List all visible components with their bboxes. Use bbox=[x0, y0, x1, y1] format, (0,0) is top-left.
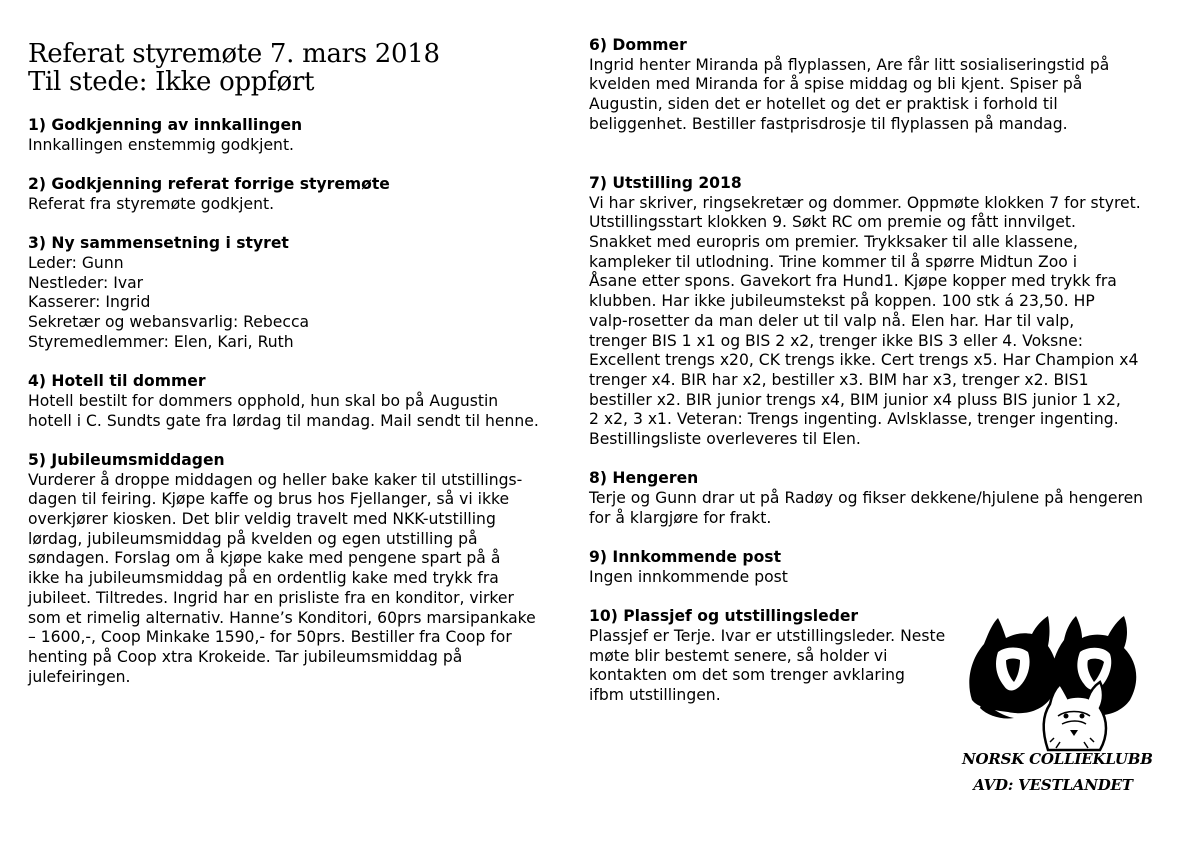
section-text: Plassjef er Terje. Ivar er utstillingsleder. Neste bbox=[589, 627, 946, 646]
section-heading: 9) Innkommende post bbox=[589, 548, 782, 567]
section-text: søndagen. Forslag om å kjøpe kake med pengene spart på å bbox=[28, 549, 501, 568]
club-logo bbox=[962, 612, 1153, 802]
section-text: Snakket med europris om premier. Trykksaker til alle klassene, bbox=[589, 233, 1078, 252]
section-text: klubben. Har ikke jubileumstekst på koppen. 100 stk á 23,50. HP bbox=[589, 292, 1095, 311]
section-text: bestiller x2. BIR junior trengs x4, BIM junior x4 pluss BIS junior 1 x2, bbox=[589, 390, 1121, 409]
left-column bbox=[28, 116, 588, 707]
section-text: kvelden med Miranda for å spise middag og bli kjent. Spiser på bbox=[589, 75, 1083, 94]
section-text: Styremedlemmer: Elen, Kari, Ruth bbox=[28, 332, 294, 351]
document-title bbox=[28, 40, 440, 96]
section-7 bbox=[589, 174, 1191, 450]
title-line-2: Til stede: Ikke oppført bbox=[28, 67, 315, 97]
section-5 bbox=[28, 451, 588, 687]
section-text: ifbm utstillingen. bbox=[589, 686, 721, 705]
section-text: Kasserer: Ingrid bbox=[28, 293, 151, 312]
section-text: møte blir bestemt senere, så holder vi bbox=[589, 646, 888, 665]
section-1 bbox=[28, 116, 588, 155]
section-text: Excellent trengs x20, CK trengs ikke. Cert trengs x5. Har Champion x4 bbox=[589, 351, 1139, 370]
section-text: overkjører kiosken. Det blir veldig travelt med NKK-utstilling bbox=[28, 510, 496, 528]
section-heading: 10) Plassjef og utstillingsleder bbox=[589, 607, 859, 626]
section-text: trenger x4. BIR har x2, bestiller x3. BIM har x3, trenger x2. BIS1 bbox=[589, 370, 1089, 389]
section-text: Vurderer å droppe middagen og heller bake kaker til utstillings- bbox=[28, 470, 523, 489]
section-text: Hotell bestilt for dommers opphold, hun skal bo på Augustin bbox=[28, 391, 499, 410]
section-text: Vi har skriver, ringsekretær og dommer. Oppmøte klokken 7 for styret. bbox=[589, 193, 1141, 212]
collie-dogs-icon bbox=[962, 612, 1144, 752]
section-text: ikke ha jubileumsmiddag på en ordentlig kake med trykk fra bbox=[28, 569, 499, 588]
section-text: Innkallingen enstemmig godkjent. bbox=[28, 135, 295, 154]
section-text: 2 x2, 3 x1. Veteran: Trengs ingenting. Avlsklasse, trenger ingenting. bbox=[589, 410, 1119, 429]
section-text: Utstillingsstart klokken 9. Søkt RC om premie og fått innvilget. bbox=[589, 213, 1076, 232]
section-8 bbox=[589, 469, 1191, 528]
section-text: dagen til feiring. Kjøpe kaffe og brus hos Fjellanger, så vi ikke bbox=[28, 490, 510, 509]
section-text: Referat fra styremøte godkjent. bbox=[28, 194, 275, 213]
title-line-1: Referat styremøte 7. mars 2018 bbox=[28, 39, 440, 69]
section-heading: 8) Hengeren bbox=[589, 469, 699, 488]
section-text: Terje og Gunn drar ut på Radøy og fikser dekkene/hjulene på hengeren bbox=[589, 489, 1144, 508]
section-text: henting på Coop xtra Krokeide. Tar jubileumsmiddag på bbox=[28, 647, 463, 666]
section-text: hotell i C. Sundts gate fra lørdag til mandag. Mail sendt til henne. bbox=[28, 411, 539, 430]
section-heading: 4) Hotell til dommer bbox=[28, 372, 206, 391]
section-text: Sekretær og webansvarlig: Rebecca bbox=[28, 313, 310, 331]
section-heading: 5) Jubileumsmiddagen bbox=[28, 450, 225, 469]
section-text: Ingrid henter Miranda på flyplassen, Are får litt sosialiseringstid på bbox=[589, 55, 1110, 74]
section-text: som et rimelig alternativ. Hanne’s Konditori, 60prs marsipankake bbox=[28, 608, 536, 627]
section-heading: 2) Godkjenning referat forrige styremøte bbox=[28, 175, 390, 194]
section-text: julefeiringen. bbox=[28, 667, 131, 686]
section-text: trenger BIS 1 x1 og BIS 2 x2, trenger ikke BIS 3 eller 4. Voksne: bbox=[589, 331, 1084, 350]
logo-line-1: NORSK COLLIEKLUBB bbox=[962, 750, 1153, 768]
section-heading: 6) Dommer bbox=[589, 36, 687, 54]
section-text: Augustin, siden det er hotellet og det er praktisk i forhold til bbox=[589, 95, 1058, 114]
section-heading: 7) Utstilling 2018 bbox=[589, 173, 742, 192]
section-text: for å klargjøre for frakt. bbox=[589, 508, 772, 527]
section-text: – 1600,-, Coop Minkake 1590,- for 50prs. Bestiller fra Coop for bbox=[28, 628, 512, 647]
section-text: kontakten om det som trenger avklaring bbox=[589, 666, 905, 685]
section-9 bbox=[589, 548, 1191, 587]
logo-line-2: AVD: VESTLANDET bbox=[973, 776, 1133, 794]
left-collie-icon bbox=[969, 616, 1057, 719]
section-heading: 3) Ny sammensetning i styret bbox=[28, 234, 289, 253]
section-text: Bestillingsliste overleveres til Elen. bbox=[589, 430, 861, 449]
section-heading: 1) Godkjenning av innkallingen bbox=[28, 116, 303, 134]
section-text: lørdag, jubileumsmiddag på kvelden og egen utstilling på bbox=[28, 529, 478, 548]
section-6 bbox=[589, 36, 1191, 135]
section-2 bbox=[28, 175, 588, 214]
section-text: Åsane etter spons. Gavekort fra Hund1. Kjøpe kopper med trykk fra bbox=[589, 272, 1117, 291]
section-text: beliggenhet. Bestiller fastprisdrosje til flyplassen på mandag. bbox=[589, 114, 1068, 133]
section-text: Leder: Gunn bbox=[28, 253, 124, 272]
section-text: Nestleder: Ivar bbox=[28, 273, 144, 292]
section-4 bbox=[28, 372, 588, 431]
section-3 bbox=[28, 234, 588, 352]
section-text: jubileet. Tiltredes. Ingrid har en prisliste fra en konditor, virker bbox=[28, 588, 514, 607]
section-text: valp-rosetter da man deler ut til valp nå. Elen har. Har til valp, bbox=[589, 311, 1075, 330]
section-text: Ingen innkommende post bbox=[589, 567, 788, 586]
section-text: kampleker til utlodning. Trine kommer til å spørre Midtun Zoo i bbox=[589, 252, 1078, 271]
